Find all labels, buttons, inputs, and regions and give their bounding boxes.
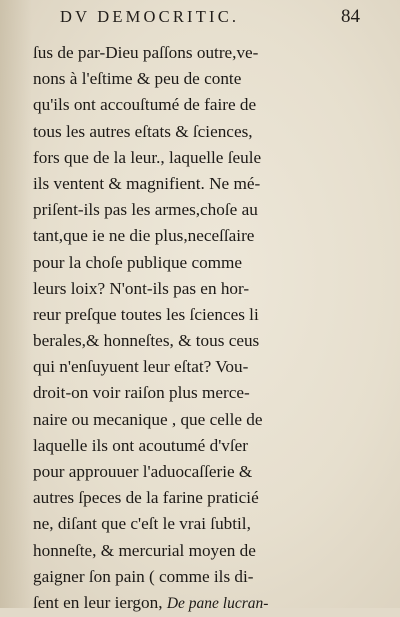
text-line: laquelle ils ont acoutumé d'vſer xyxy=(33,435,249,455)
text-line: reur preſque toutes les ſciences li xyxy=(33,304,259,324)
text-line: pour la choſe publique comme xyxy=(33,252,243,272)
running-head-title: DV DEMOCRITIC. xyxy=(60,7,240,26)
text-line: autres ſpeces de la farine praticié xyxy=(33,488,259,508)
page-number: 84 xyxy=(341,6,360,27)
text-line: honneſte, & mercurial moyen de xyxy=(33,540,256,560)
last-line-italic: De pane lucran- xyxy=(166,594,269,612)
text-line: ils ventent & magnifient. Ne mé- xyxy=(33,173,261,193)
text-line: tant,que ie ne die plus,neceſſaire xyxy=(33,226,255,246)
body-text xyxy=(33,40,323,616)
text-line: tous les autres eſtats & ſciences, xyxy=(33,121,253,141)
page-edge-shadow xyxy=(0,0,32,608)
running-head xyxy=(60,6,360,28)
last-line-roman: ſent en leur iergon, xyxy=(33,592,163,612)
text-line: qu'ils ont accouſtumé de faire de xyxy=(33,95,257,115)
text-line: pour approuuer l'aduocaſſerie & xyxy=(33,462,253,481)
text-line: ſus de par-Dieu paſſons outre,ve- xyxy=(33,43,259,62)
text-line: naire ou mecanique , que celle de xyxy=(33,409,263,429)
text-line: droit-on voir raiſon plus merce- xyxy=(33,383,250,403)
text-line: priſent-ils pas les armes,choſe au xyxy=(33,200,258,220)
text-line: fors que de la leur., laquelle ſeule xyxy=(33,147,262,167)
text-line: gaigner ſon pain ( comme ils di- xyxy=(33,566,254,586)
text-line: ne, diſant que c'eſt le vrai ſubtil, xyxy=(33,514,251,534)
text-line: berales,& honneſtes, & tous ceus xyxy=(33,331,260,351)
text-line: leurs loix? N'ont-ils pas en hor- xyxy=(33,278,250,298)
text-line: qui n'enſuyuent leur eſtat? Vou- xyxy=(33,357,249,377)
text-line: nons à l'eſtime & peu de conte xyxy=(33,69,242,89)
text-line-last xyxy=(33,590,323,616)
